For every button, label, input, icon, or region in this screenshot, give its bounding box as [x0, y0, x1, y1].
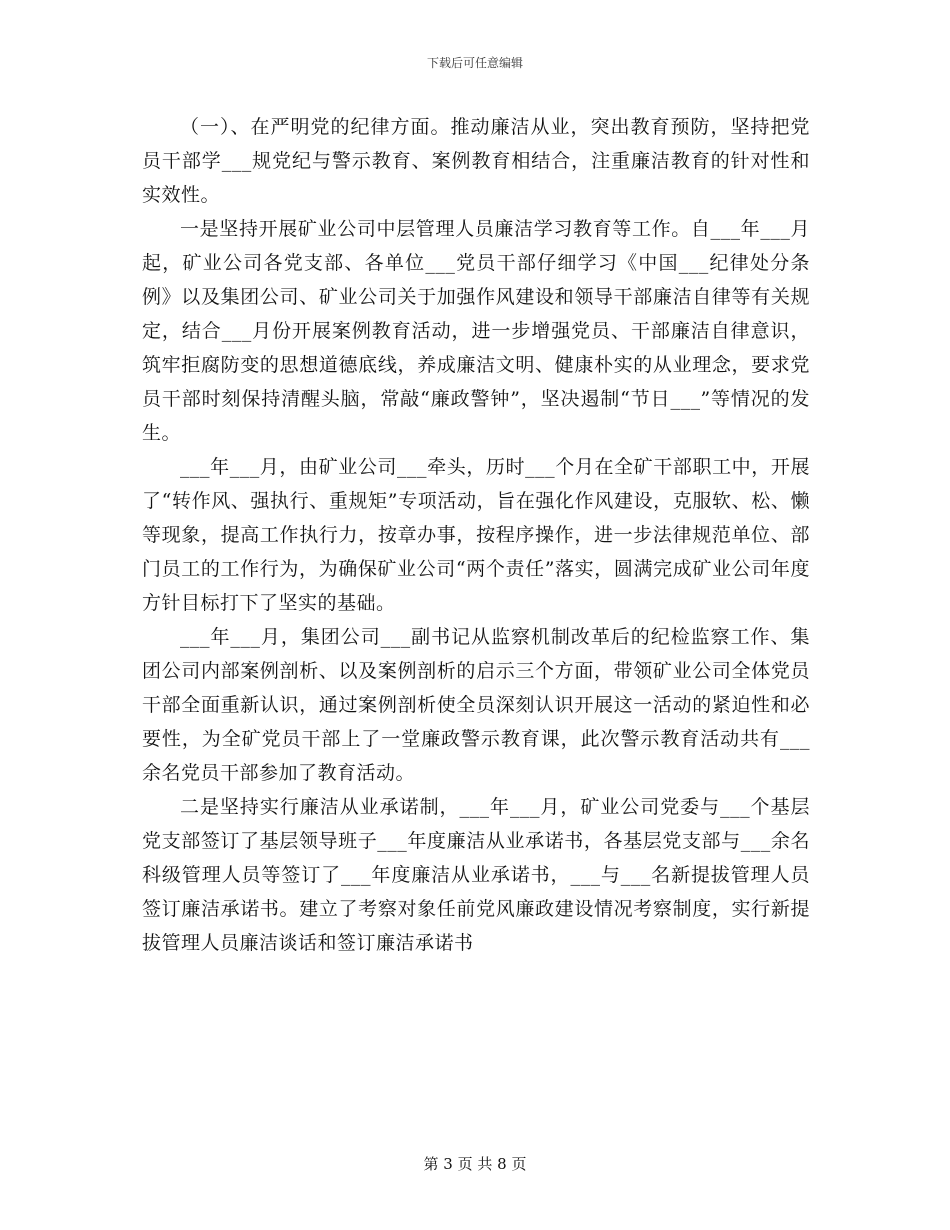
paragraph-discipline: （一）、在严明党的纪律方面。推动廉洁从业，突出教育预防，坚持把党员干部学___规党纪与警示教育、案例教育相结合，注重廉洁教育的针对性和实效性。: [142, 116, 810, 206]
page-header: 下载后可任意编辑: [426, 56, 523, 70]
page-number: 第 3 页 共 8 页: [423, 1155, 527, 1173]
paragraph-special-campaign: ___年___月，由矿业公司___牵头，历时___个月在全矿干部职工中，开展了“转作风、强执行、重规矩”专项活动，旨在强化作风建设，克服软、松、懒等现象，提高工作执行力，按章办事，按程序操作，进一步法律规范单位、部门员工的工作行为，为确保矿业公司“两个责任”落实，圆满完成矿业公司年度方针目标打下了坚实的基础。: [142, 456, 810, 614]
paragraph-warning-education: ___年___月，集团公司___副书记从监察机制改革后的纪检监察工作、集团公司内部案例剖析、以及案例剖析的启示三个方面，带领矿业公司全体党员干部全面重新认识，通过案例剖析使全员深刻认识开展这一活动的紧迫性和必要性，为全矿党员干部上了一堂廉政警示教育课，此次警示教育活动共有___余名党员干部参加了教育活动。: [142, 626, 810, 784]
paragraph-commitment-system: 二是坚持实行廉洁从业承诺制，___年___月，矿业公司党委与___个基层党支部签订了基层领导班子___年度廉洁从业承诺书，各基层党支部与___余名科级管理人员等签订了___年度廉洁从业承诺书，___与___名新提拔管理人员签订廉洁承诺书。建立了考察对象任前党风廉政建设情况考察制度，实行新提拔管理人员廉洁谈话和签订廉洁承诺书: [142, 796, 810, 954]
document-body: [142, 110, 810, 960]
paragraph-education-work: 一是坚持开展矿业公司中层管理人员廉洁学习教育等工作。自___年___月起，矿业公司各党支部、各单位___党员干部仔细学习《中国___纪律处分条例》以及集团公司、矿业公司关于加强作风建设和领导干部廉洁自律等有关规定，结合___月份开展案例教育活动，进一步增强党员、干部廉洁自律意识，筑牢拒腐防变的思想道德底线，养成廉洁文明、健康朴实的从业理念，要求党员干部时刻保持清醒头脑，常敲“廉政警钟”，坚决遏制“节日___”等情况的发生。: [142, 218, 810, 444]
